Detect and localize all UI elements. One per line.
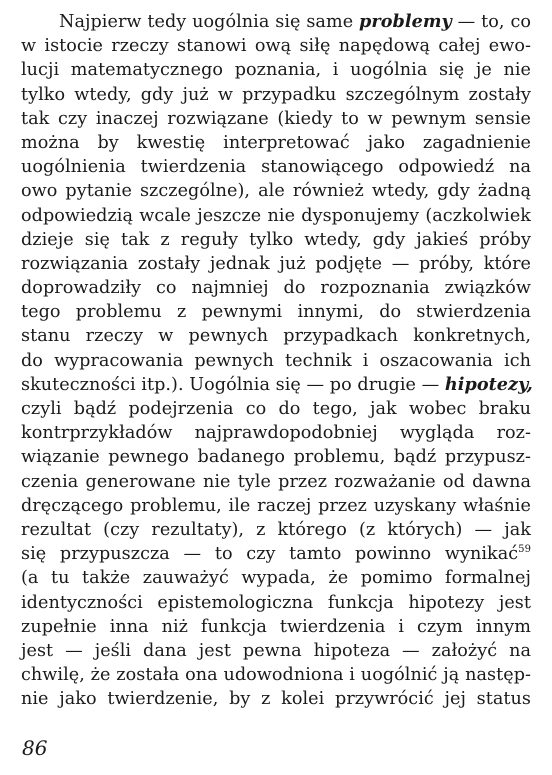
text-run: lucji matematycznego poznania, i uogólnia się je nie [21, 60, 531, 81]
text-run: tak czy inaczej rozwiązane (kiedy to w pewnym sensie [21, 108, 531, 129]
text-run: rozwiązania zostały jednak już podjęte — próby, które [21, 253, 531, 274]
text-run: owo pytanie szczególne), ale również wtedy, gdy żadną [21, 181, 531, 202]
text-line [21, 276, 531, 300]
text-line [21, 83, 531, 107]
text-run: można by kwestię interpretować jako zagadnienie [21, 132, 531, 153]
text-line [21, 349, 531, 373]
text-line [21, 107, 531, 131]
text-line [21, 252, 531, 276]
text-line [21, 421, 531, 445]
text-run: doprowadziły co najmniej do rozpoznania związków [21, 278, 531, 299]
text-line [21, 58, 531, 82]
footnote-marker: 59 [518, 544, 531, 556]
text-run: stanu rzeczy w pewnych przypadkach konkretnych, [21, 326, 531, 347]
text-line [21, 373, 531, 397]
text-line [21, 591, 531, 615]
text-line [21, 10, 531, 34]
text-run: w istocie rzeczy stanowi ową siłę napędową całej ewo- [21, 36, 531, 57]
emphasized-term: problemy [359, 11, 452, 32]
text-line [21, 687, 531, 711]
page-number: 86 [22, 736, 48, 760]
text-line [21, 663, 531, 687]
text-run: identyczności epistemologiczna funkcja hipotezy jest [21, 592, 531, 613]
text-line [21, 155, 531, 179]
text-run: chwilę, że została ona udowodniona i uogólnić ją następ- [21, 665, 531, 686]
text-run: — to, co [451, 12, 531, 32]
text-run: się przypuszcza — to czy tamto powinno wynikać [21, 544, 519, 565]
text-run: jest — jeśli dana jest pewna hipoteza — założyć na [21, 640, 531, 661]
text-run: rezultat (czy rezultaty), z którego (z których) — jak [21, 519, 531, 540]
text-line [21, 324, 531, 348]
text-line [21, 34, 531, 58]
text-run: zupełnie inna niż funkcja twierdzenia i czym innym [21, 616, 531, 637]
text-line [21, 445, 531, 469]
text-run: skuteczności itp.). Uogólnia się — po drugie — [21, 374, 445, 395]
text-run: uogólnienia twierdzenia stanowiącego odpowiedź na [21, 157, 531, 178]
emphasized-term: hipotezy, [444, 373, 533, 395]
text-run: czenia generowane nie tyle przez rozważanie od dawna [21, 471, 531, 492]
body-text [21, 10, 531, 711]
text-line [21, 518, 531, 542]
text-line [21, 470, 531, 494]
text-run: czyli bądź podejrzenia co do tego, jak wobec braku [21, 399, 531, 419]
text-line [21, 228, 531, 252]
text-line [21, 566, 531, 590]
text-run: tego problemu z pewnymi innymi, do stwierdzenia [21, 302, 531, 323]
text-line [21, 615, 531, 639]
text-line [21, 179, 531, 203]
text-line [21, 542, 531, 566]
text-line [21, 494, 531, 518]
text-run: odpowiedzią wcale jeszcze nie dysponujemy (aczkolwiek [21, 205, 531, 226]
text-run: nie jako twierdzenie, by z kolei przywrócić jej status [21, 689, 531, 710]
text-run: dzieje się tak z reguły tylko wtedy, gdy jakieś próby [21, 229, 531, 250]
text-run: (a tu także zauważyć wypada, że pomimo formalnej [21, 568, 531, 589]
text-line [21, 300, 531, 324]
text-line [21, 204, 531, 228]
text-run: kontrprzykładów najprawdopodobniej wygląda roz- [21, 423, 531, 444]
text-run: do wypracowania pewnych technik i oszacowania ich [21, 350, 531, 371]
text-run: Najpierw tedy uogólnia się same [59, 12, 360, 32]
text-run: wiązanie pewnego badanego problemu, bądź przypusz- [21, 447, 531, 468]
text-line [21, 639, 531, 663]
text-run: tylko wtedy, gdy już w przypadku szczególnym zostały [21, 84, 531, 105]
text-line [21, 131, 531, 155]
text-line [21, 397, 531, 421]
text-run: dręczącego problemu, ile raczej przez uzyskany właśnie [21, 495, 531, 516]
